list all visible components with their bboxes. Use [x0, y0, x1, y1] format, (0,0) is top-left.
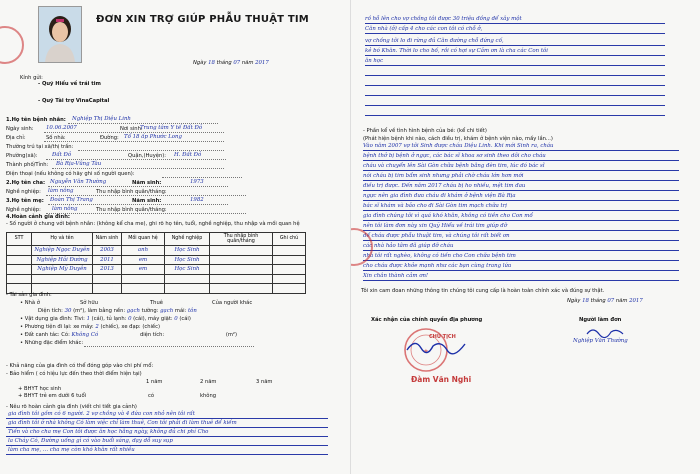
patient-name: Nghiệp Thị Diệu Linh: [72, 116, 131, 122]
disease-line: Vào năm 2007 vợ tôi Sinh được cháu Diệu Linh. Khi mới Sinh ra, cháu: [363, 143, 554, 149]
district: H. Đất Đỏ: [174, 152, 202, 158]
commitment-text: Tôi xin cam đoan những thông tin chúng tôi cung cấp là hoàn toàn chính xác và đúng sự thật.: [361, 288, 605, 294]
father-income-label: Thu nhập bình quân/tháng:: [96, 189, 167, 195]
dob-label: Ngày sinh:: [6, 126, 34, 132]
disease-line: nên tôi làm đơn này xin Quỹ Hiểu về trái tim giúp đỡ: [363, 223, 508, 229]
col-income: Thu nhập bình quân/tháng: [210, 233, 273, 246]
form-title: ĐƠN XIN TRỢ GIÚP PHẪU THUẬT TIM: [96, 14, 309, 25]
red-stamp: [0, 26, 24, 64]
land-line: • Đất canh tác: Có: Không Có diện tích: (m²): [20, 332, 238, 338]
disease-line: điều trị được. Đến năm 2017 cháu bị ho nhiều, mệt tim đau: [363, 183, 526, 189]
vehicle-line: • Phương tiện đi lại: xe máy: 2 (chiếc), xe đạp: (chiếc): [20, 324, 161, 330]
circumstance-line: gia đình tôi ở nhà không Có làm việc chỉ làm thuê, Con tôi phải đi làm thuê để kiếm: [8, 420, 237, 426]
col-year: Năm sinh: [93, 233, 122, 246]
sign-date-line: Ngày 18 tháng 07 năm 2017: [567, 298, 643, 304]
house-type-label: • Nhà ở: [20, 300, 40, 306]
col-note: Ghi chú: [273, 233, 306, 246]
father-year: 1973: [190, 179, 204, 185]
mother-year-label: Năm sinh:: [132, 198, 162, 204]
disease-heading: - Phần kể về tình hình bệnh của bé: (kể chi tiết): [363, 128, 487, 134]
disease-line: nói cháu bị tim bẩm sinh nhưng phải chờ cháu lớn hơn mới: [363, 173, 524, 179]
col-name: Họ và tên: [32, 233, 93, 246]
continued-line: rồ hỗ lên cho vợ chồng tôi được 30 triệu đồng để xây một: [365, 16, 522, 22]
ins-student: + BHYT học sinh: [18, 386, 62, 392]
permanent-label: Thường trú tại xã/thị trấn:: [6, 144, 74, 150]
circumstance-line: làm cha mẹ, ... cha mẹ còn khó khăn rất nhiều: [8, 447, 135, 453]
circumstance-line: Tiền và cho cha mẹ Con tôi được ăn học hằng ngày, không đủ chi phí Cho: [8, 429, 209, 435]
city-label: Thành phố/Tỉnh:: [6, 162, 49, 168]
patient-photo: [38, 6, 82, 63]
city: Bà Rịa-Vũng Tàu: [56, 161, 102, 167]
ward-label: Phường(xã):: [6, 153, 38, 159]
disease-line: Xin chân thành cảm ơn!: [363, 273, 429, 279]
section1-heading: 1.Họ tên bệnh nhân:: [6, 117, 66, 123]
disease-line: để cháu được phẫu thuật tim, và chúng tôi rất biết ơn: [363, 233, 510, 239]
address-label: Địa chỉ:: [6, 135, 26, 141]
official-title: CHỦ TỊCH: [429, 334, 456, 340]
recipient-label: Kính gửi:: [20, 75, 43, 81]
special-features-label: • Những đặc điểm khác:: [20, 340, 84, 346]
disease-line: cháu và chuyển lên Sài Gòn chữa bệnh bằng đèn tim, lúc đó bác sĩ: [363, 163, 545, 169]
area-line: Diện tích: 30 (m²), làm bằng nền: gạch tường: gạch mái: tôn: [38, 308, 197, 314]
owned-label: Sở hữu: [80, 300, 98, 306]
rent-label: Thuê: [150, 300, 163, 306]
recipient-1: - Quỹ Hiểu về trái tim: [38, 81, 101, 87]
svg-text:★: ★: [423, 348, 429, 355]
father-year-label: Năm sinh:: [132, 180, 162, 186]
table-row: Nghiệp Ngọc Duyên 2003 anh Học Sinh: [7, 246, 306, 256]
assets-heading: - Tài sản gia đình:: [6, 292, 52, 298]
right-page: [350, 0, 700, 474]
ins-col-3yr: 3 năm: [256, 379, 273, 385]
mother-income-label: Thu nhập bình quân/tháng:: [96, 207, 167, 213]
disease-line: cho cháu được khỏe mạnh như các bạn cùng trang lứa: [363, 263, 512, 269]
ins-yes: có: [148, 393, 155, 399]
contribution-label: - Khả năng của gia đình có thể đóng góp vào chi phí mổ:: [6, 363, 154, 369]
ins-under6: + BHYT trẻ em dưới 6 tuổi: [18, 393, 87, 399]
official-name: Đàm Văn Nghi: [411, 375, 472, 384]
table-row: Nghiệp Mỹ Duyên 2013 em Học Sinh: [7, 265, 306, 275]
household-items-line: • Vật dụng gia đình: Tivi: 1 (cái), tủ lạnh: 0 (cái), máy giặt: 0 (cái): [20, 316, 191, 322]
other-owner-label: Của người khác: [212, 300, 253, 306]
col-job: Nghề nghiệp: [165, 233, 210, 246]
father-job-label: Nghề nghiệp:: [6, 189, 41, 195]
disease-line: bệnh thở bị bệnh ở ngực, các bác sĩ khoa sơ sinh theo dõi cho cháu: [363, 153, 546, 159]
district-label: Quận,(Huyện):: [128, 153, 167, 159]
disease-subheading: (Phát hiện bệnh khi nào, cách điều trị, khám ở bệnh viện nào, mấy lần...): [363, 136, 553, 142]
disease-line: gia đình chúng tôi vì quá khó khăn, không có tiền cho Con mổ: [363, 213, 533, 219]
continued-line: kẻ bó Khăn. Thời lo cho bố, rồi có hợi sự Cảm ơn là cha các Con tôi: [365, 48, 548, 54]
table-row: Nghiệp Hải Đường 2011 em Học Sinh: [7, 255, 306, 265]
disease-line: nhà tôi rất nghèo, không có tiền cho Con chữa bệnh tim: [363, 253, 516, 259]
phone-label: Điện thoại (nếu không có hãy ghi số người quen):: [6, 171, 135, 177]
father-name: Nguyễn Văn Thường: [50, 179, 107, 185]
family-table-header: [7, 233, 306, 246]
continued-line: Căn nhà (ở) cấp 4 cho các con tôi có chỗ ở,: [365, 26, 483, 32]
circumstance-line: la Cháy Có, Đường uống gì có vào buổi sáng, dạy dỗ suy sụp: [8, 438, 173, 444]
section4-intro: - Số người ở chung với bệnh nhân: (không kể cha me), ghi rõ họ tên, tuổi, nghề nghiệp, thu nhập và mối quan hệ: [6, 221, 300, 227]
local-authority-label: Xác nhận của chính quyền địa phương: [371, 317, 483, 323]
mother-name: Đoàn Thị Trang: [50, 197, 93, 203]
disease-line: các nhà hảo tâm đã giúp đỡ cháu: [363, 243, 454, 249]
continued-line: vợ chồng tôi lo đi rừng đủ Căn đường chỗ đứng cố,: [365, 38, 504, 44]
pob-label: Nơi sinh:: [120, 126, 143, 132]
continued-line: ăn học: [365, 58, 384, 64]
insurance-label: - Bảo hiểm ( có hiệu lực đến theo thời điểm hiện tại): [6, 371, 142, 377]
dob: 10.06.2007: [46, 125, 77, 131]
family-table: [6, 232, 306, 294]
col-stt: STT: [7, 233, 32, 246]
ins-no: không: [200, 393, 217, 399]
ins-col-2yr: 2 năm: [200, 379, 217, 385]
street: Tổ 18 ấp Phước Long: [124, 134, 182, 140]
date-line: Ngày 18 tháng 07 năm 2017: [193, 60, 269, 66]
circumstance-heading: - Nêu rõ hoàn cảnh gia đình (viết chi tiết gia cảnh): [6, 404, 137, 410]
recipient-2: - Quỹ Tài trợ VinaCapital: [38, 98, 110, 104]
col-relation: Mối quan hệ: [122, 233, 165, 246]
applicant-label: Người làm đơn: [579, 317, 622, 323]
street-label: Đường:: [100, 135, 119, 141]
pob: Trung tâm Y tế Đất Đỏ: [140, 125, 203, 131]
section2-heading: 2.Họ tên cha:: [6, 180, 46, 186]
table-row: [7, 274, 306, 284]
ward: Đất Đỏ: [52, 152, 72, 158]
section4-heading: 4.Hoàn cảnh gia đình:: [6, 214, 71, 220]
mother-job: làm nông: [52, 206, 78, 212]
ins-col-1yr: 1 năm: [146, 379, 163, 385]
circumstance-line: gia đình tôi gồm có 6 người. 2 vợ chồng và 4 đứa con nhỏ nên tôi rất: [8, 411, 195, 417]
father-job: làm nông: [48, 188, 74, 194]
disease-line: ngực nên gia đình đưa cháu đi khám ở bệnh viện Bà Rịa: [363, 193, 516, 199]
section3-heading: 3.Họ tên mẹ:: [6, 198, 44, 204]
house-label: Số nhà:: [46, 135, 66, 141]
applicant-name: Nghiệp Văn Thường: [573, 338, 628, 344]
mother-year: 1982: [190, 197, 204, 203]
mother-job-label: Nghề nghiệp:: [6, 207, 41, 213]
disease-line: bác sĩ khám và bảo cho đi Sài Gòn tim mạch chữa trị: [363, 203, 507, 209]
